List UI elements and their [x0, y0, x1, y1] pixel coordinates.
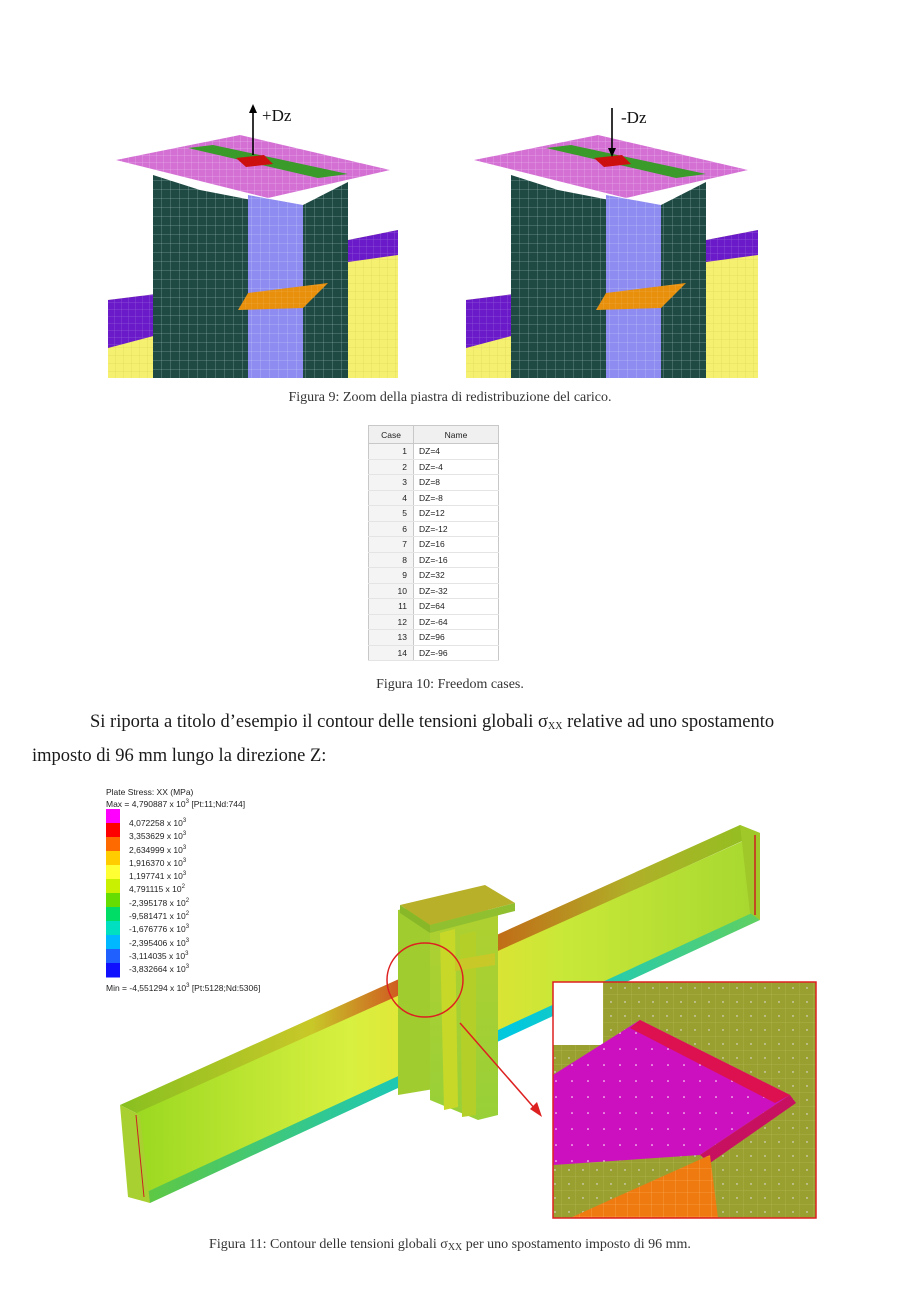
case-name-cell: DZ=-4 — [414, 459, 499, 475]
legend-min-exp: 3 — [186, 983, 190, 990]
case-name-cell: DZ=-32 — [414, 583, 499, 599]
table-row — [369, 645, 499, 661]
legend-color-swatch — [106, 823, 120, 838]
body-paragraph-line-2: imposto di 96 mm lungo la direzione Z: — [32, 746, 327, 766]
case-number-cell: 10 — [369, 583, 414, 599]
case-number-cell: 4 — [369, 490, 414, 506]
table-row — [369, 552, 499, 568]
table-row — [369, 630, 499, 646]
legend-levels — [129, 818, 189, 978]
legend-level-exponent: 3 — [185, 964, 190, 971]
case-name-cell: DZ=96 — [414, 630, 499, 646]
legend-level-exponent: 3 — [182, 818, 187, 825]
para-text-a: Si riporta a titolo d’esempio il contour delle tensioni globali σ — [90, 712, 549, 732]
legend-level-exponent: 3 — [182, 858, 187, 865]
table-row — [369, 459, 499, 475]
legend-level-label — [129, 898, 189, 911]
model-positive-dz — [108, 104, 398, 378]
case-name-cell: DZ=16 — [414, 537, 499, 553]
legend-color-swatch — [106, 837, 120, 852]
zoom-inset — [553, 982, 816, 1218]
case-number-cell: 5 — [369, 506, 414, 522]
label-negative-dz: -Dz — [621, 108, 647, 127]
legend-level-label — [129, 951, 189, 964]
label-positive-dz: +Dz — [262, 106, 292, 125]
figure-9-caption: Figura 9: Zoom della piastra di redistribuzione del carico. — [288, 390, 612, 405]
fig11-caption-a: Figura 11: Contour delle tensioni globali σ — [209, 1237, 448, 1252]
table-row — [369, 490, 499, 506]
figure-10-caption: Figura 10: Freedom cases. — [376, 677, 524, 692]
legend-level-exponent: 2 — [185, 911, 190, 918]
legend-level-mantissa: 1,916370 x 10 — [129, 857, 183, 868]
legend-color-swatch — [106, 851, 120, 866]
legend-level-mantissa: -3,832664 x 10 — [129, 964, 186, 975]
case-name-cell: DZ=32 — [414, 568, 499, 584]
legend-level-exponent: 3 — [185, 951, 189, 958]
legend-level-exponent: 3 — [182, 831, 187, 838]
table-row — [369, 599, 499, 615]
column-header-name: Name — [414, 426, 499, 444]
table-row — [369, 614, 499, 630]
legend-color-swatch — [106, 879, 120, 894]
table-row — [369, 475, 499, 491]
legend-level-mantissa: 2,634999 x 10 — [129, 844, 183, 855]
case-number-cell: 8 — [369, 552, 414, 568]
case-number-cell: 1 — [369, 444, 414, 460]
legend-level-mantissa: -3,114035 x 10 — [129, 950, 186, 961]
legend-level-label — [129, 924, 189, 937]
model-negative-dz — [466, 108, 758, 378]
legend-level-mantissa: 1,197741 x 10 — [129, 871, 183, 882]
legend-max-location: [Pt:11;Nd:744] — [188, 799, 246, 809]
legend-color-swatch — [106, 949, 120, 964]
case-number-cell: 3 — [369, 475, 414, 491]
table-row — [369, 444, 499, 460]
legend-level-label — [129, 938, 189, 951]
legend-level-label — [129, 871, 189, 884]
table-row — [369, 521, 499, 537]
fig11-caption-subscript: XX — [447, 1242, 463, 1253]
legend-level-label — [129, 818, 189, 831]
figure-11-image — [100, 785, 820, 1225]
case-name-cell: DZ=-8 — [414, 490, 499, 506]
legend-min-value: Min = -4,551294 x 10 — [106, 983, 187, 993]
legend-level-label — [129, 884, 189, 897]
case-name-cell: DZ=-12 — [414, 521, 499, 537]
fig11-caption-b: per uno spostamento imposto di 96 mm. — [462, 1237, 691, 1252]
legend-color-swatch — [106, 963, 120, 978]
case-number-cell: 13 — [369, 630, 414, 646]
case-name-cell: DZ=4 — [414, 444, 499, 460]
case-number-cell: 14 — [369, 645, 414, 661]
case-number-cell: 6 — [369, 521, 414, 537]
para-text-b: relative ad uno spostamento — [562, 712, 775, 732]
legend-color-swatch — [106, 865, 120, 880]
legend-max — [106, 799, 245, 809]
case-name-cell: DZ=12 — [414, 506, 499, 522]
case-number-cell: 11 — [369, 599, 414, 615]
case-number-cell: 7 — [369, 537, 414, 553]
steel-column-model — [398, 885, 515, 1120]
table-row — [369, 583, 499, 599]
legend-level-label — [129, 831, 189, 844]
legend-max-value: Max = 4,790887 x 10 — [106, 799, 186, 809]
legend-level-exponent: 3 — [185, 937, 190, 944]
case-name-cell: DZ=-16 — [414, 552, 499, 568]
figure-11-caption — [0, 1237, 900, 1253]
legend-level-exponent: 2 — [185, 897, 190, 904]
table-row — [369, 568, 499, 584]
case-number-cell: 9 — [369, 568, 414, 584]
legend-level-exponent: 2 — [181, 884, 185, 891]
legend-level-mantissa: 4,072258 x 10 — [129, 818, 183, 828]
legend-min — [106, 983, 260, 993]
legend-level-mantissa: -2,395406 x 10 — [129, 937, 186, 948]
case-name-cell: DZ=-64 — [414, 614, 499, 630]
legend-color-swatch — [106, 921, 120, 936]
case-name-cell: DZ=64 — [414, 599, 499, 615]
figure-9-image — [108, 100, 760, 382]
legend-level-exponent: 3 — [182, 871, 187, 878]
legend-color-swatch — [106, 907, 120, 922]
legend-level-label — [129, 964, 189, 977]
legend-level-mantissa: -2,395178 x 10 — [129, 897, 186, 908]
legend-max-exp: 3 — [185, 799, 189, 806]
stress-legend-colorbar — [106, 809, 120, 978]
freedom-cases-table — [368, 425, 499, 661]
legend-level-label — [129, 858, 189, 871]
legend-level-label — [129, 845, 189, 858]
legend-level-exponent: 3 — [185, 924, 190, 931]
body-paragraph-line-1 — [32, 706, 868, 743]
legend-color-swatch — [106, 809, 120, 824]
case-number-cell: 12 — [369, 614, 414, 630]
legend-level-exponent: 3 — [182, 844, 187, 851]
case-number-cell: 2 — [369, 459, 414, 475]
table-row — [369, 537, 499, 553]
case-name-cell: DZ=-96 — [414, 645, 499, 661]
para-subscript: XX — [548, 721, 563, 732]
legend-level-mantissa: -1,676776 x 10 — [129, 924, 186, 935]
table-row — [369, 506, 499, 522]
table-header-row — [369, 426, 499, 444]
case-name-cell: DZ=8 — [414, 475, 499, 491]
legend-level-mantissa: 4,791115 x 10 — [129, 884, 182, 895]
legend-level-mantissa: 3,353629 x 10 — [129, 831, 183, 842]
column-header-case: Case — [369, 426, 414, 444]
legend-color-swatch — [106, 893, 120, 908]
legend-min-location: [Pt:5128;Nd:5306] — [189, 983, 261, 993]
legend-color-swatch — [106, 935, 120, 950]
legend-level-mantissa: -9,581471 x 10 — [129, 911, 186, 922]
legend-level-label — [129, 911, 189, 924]
legend-title: Plate Stress: XX (MPa) — [106, 787, 194, 797]
